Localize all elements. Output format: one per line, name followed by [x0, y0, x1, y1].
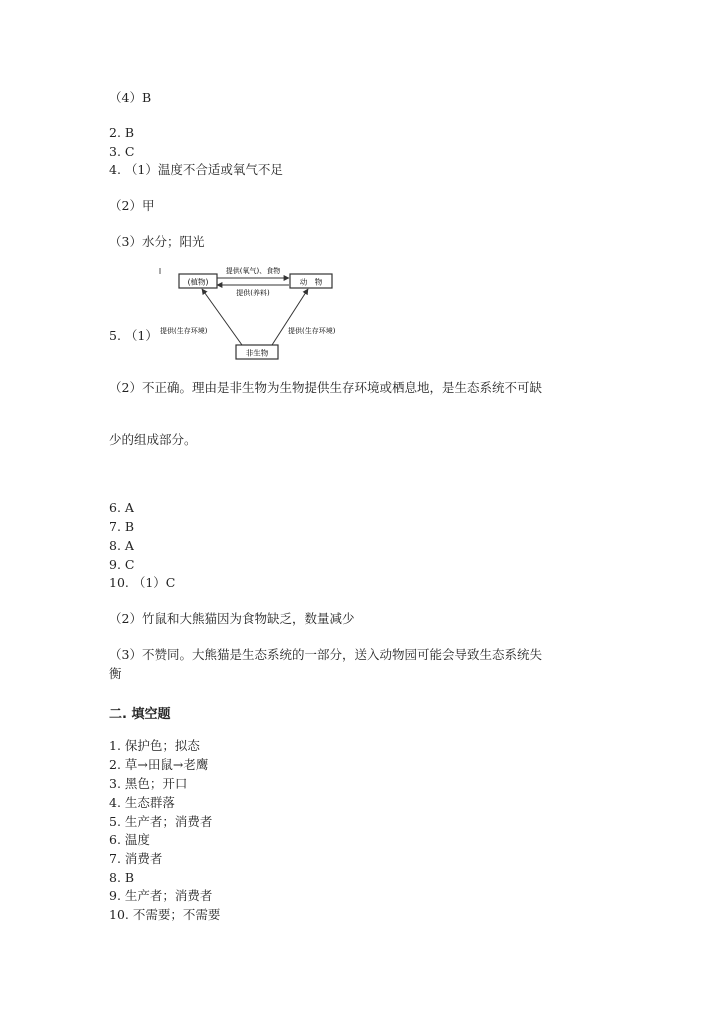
- section-heading: 二. 填空题: [109, 707, 171, 722]
- fill-answer: 6. 温度: [109, 832, 150, 847]
- fill-answer: 3. 黑色；开口: [109, 776, 188, 791]
- fill-answer: 1. 保护色；拟态: [109, 738, 200, 753]
- answer-line: 9. C: [109, 557, 135, 572]
- answer-line: （2）不正确。理由是非生物为生物提供生存环境或栖息地，是生态系统不可缺: [109, 380, 542, 395]
- arrow-nonliving-to-plant: [202, 289, 242, 345]
- answer-line: 4. （1）温度不合适或氧气不足: [109, 162, 283, 177]
- top-arrow-label: 提供(氧气)、食物: [225, 267, 281, 275]
- fill-answer: 9. 生产者；消费者: [109, 888, 213, 903]
- fill-answer: 8. B: [109, 870, 135, 885]
- answer-line: 少的组成部分。: [109, 432, 197, 447]
- nonliving-label: 非生物: [245, 348, 269, 358]
- animal-label: 动 物: [299, 277, 323, 287]
- plant-label: (植物): [187, 277, 209, 287]
- right-arrow-label: 提供(生存环境): [288, 327, 336, 335]
- answer-line: 10. （1）C: [109, 575, 176, 590]
- arrow-nonliving-to-animal: [272, 289, 308, 345]
- answer-line: 5. （1）: [109, 328, 158, 343]
- answer-line: （4）B: [109, 90, 152, 105]
- answer-line: 7. B: [109, 519, 135, 534]
- bottom-arrow-label: 提供(养料): [236, 289, 270, 297]
- answer-line: （2）甲: [109, 198, 155, 213]
- answer-line: 3. C: [109, 144, 135, 159]
- answer-line: 衡: [109, 666, 122, 681]
- answer-line: 8. A: [109, 538, 134, 553]
- answer-line: （3）不赞同。大熊猫是生态系统的一部分，送入动物园可能会导致生态系统失: [109, 647, 542, 662]
- answer-line: （2）竹鼠和大熊猫因为食物缺乏，数量减少: [109, 611, 355, 626]
- ecosystem-diagram: [150, 262, 360, 362]
- fill-answer: 2. 草→田鼠→老鹰: [109, 757, 209, 772]
- fill-answer: 10. 不需要；不需要: [109, 907, 221, 922]
- answer-line: 2. B: [109, 125, 135, 140]
- fill-answer: 7. 消费者: [109, 851, 163, 866]
- fill-answer: 4. 生态群落: [109, 795, 175, 810]
- left-arrow-label: 提供(生存环境): [160, 327, 208, 335]
- answer-line: （3）水分；阳光: [109, 234, 205, 249]
- answer-line: 6. A: [109, 500, 134, 515]
- fill-answer: 5. 生产者；消费者: [109, 814, 213, 829]
